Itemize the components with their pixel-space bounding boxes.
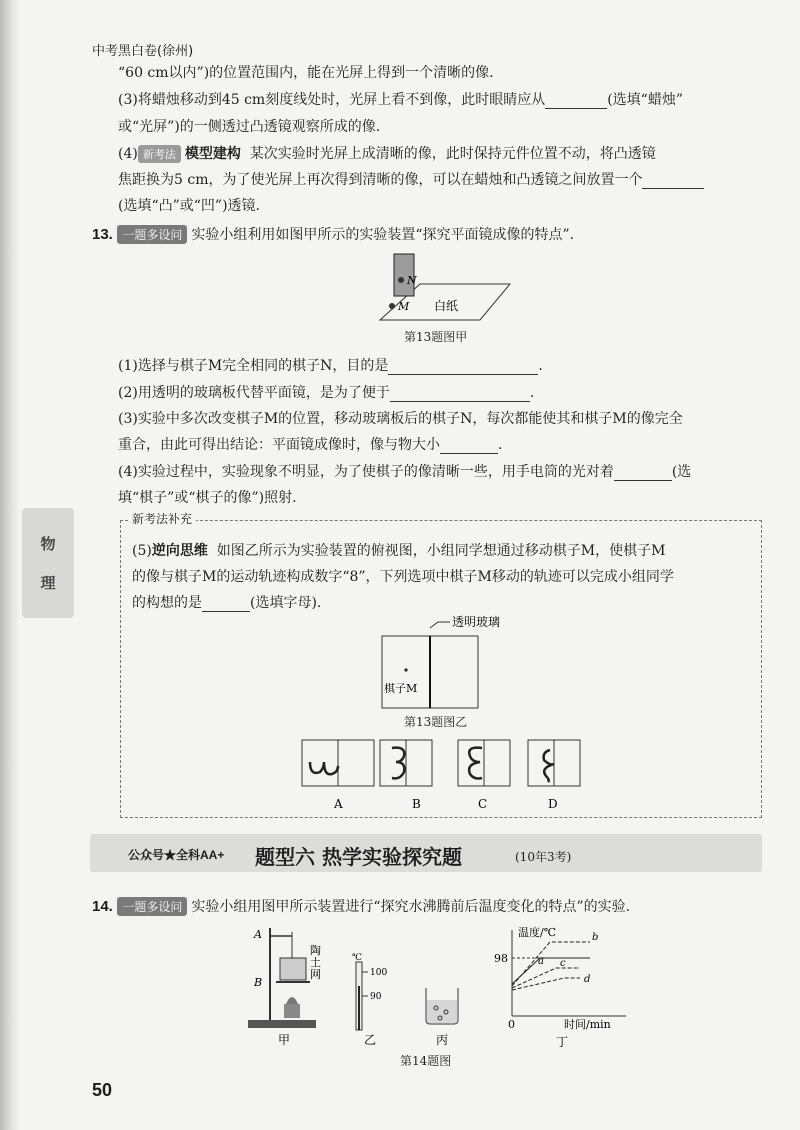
figure-13-jia — [370, 248, 520, 324]
label-unit: ℃ — [352, 953, 363, 963]
q13-part4-cont: 填“棋子”或“棋子的像”)照射. — [118, 490, 297, 506]
q13-part4: (4)实验过程中，实验现象不明显，为了使棋子的像清晰一些，用手电筒的光对着 (选 — [118, 464, 692, 480]
curve-b — [512, 942, 590, 986]
figure-14-bing — [426, 988, 458, 1047]
label-n: N — [407, 274, 417, 287]
label-net: 土 — [310, 956, 321, 969]
label-m: M — [398, 300, 410, 313]
x-axis-label: 时间/min — [564, 1018, 611, 1031]
curve-label-a: a — [538, 956, 544, 967]
option-a[interactable] — [302, 740, 374, 811]
new-method-badge: 新考法 — [138, 145, 181, 163]
figure-14-ding-graph — [494, 925, 626, 1048]
q13-part1: (1)选择与棋子M完全相同的棋子N，目的是 . — [118, 358, 543, 374]
running-header: 中考黑白卷(徐州) — [92, 44, 194, 59]
figure-14-yi — [352, 953, 387, 1047]
tick-90: 90 — [370, 992, 382, 1002]
y-axis-label: 温度/℃ — [518, 926, 557, 939]
section-title: 题型六 热学实验探究题 — [255, 845, 462, 869]
curve-a — [512, 958, 590, 984]
q12-part4-line3: (选填“凸”或“凹”)透镜. — [118, 198, 261, 214]
label-net: 陶 — [310, 944, 321, 957]
curve-label-b: b — [592, 932, 599, 943]
label-white-paper: 白纸 — [434, 299, 459, 313]
origin-label: 0 — [508, 1018, 515, 1031]
answer-blank[interactable] — [202, 597, 250, 612]
option-b[interactable] — [380, 740, 432, 811]
option-figures — [300, 738, 590, 814]
figure-caption: 第13题图甲 — [404, 330, 468, 344]
curve-d — [512, 978, 580, 990]
y-tick-98: 98 — [494, 952, 508, 965]
caption-jia: 甲 — [278, 1033, 291, 1047]
option-d-label: D — [548, 797, 558, 811]
q14-stem: 14. 一题多设问 实验小组用图甲所示装置进行“探究水沸腾前后温度变化的特点”的实验. — [92, 898, 631, 915]
q13-stem: 13. 一题多设问 实验小组利用如图甲所示的实验装置“探究平面镜成像的特点”. — [92, 226, 575, 243]
answer-blank[interactable] — [614, 466, 672, 481]
option-b-label: B — [412, 797, 421, 811]
answer-blank[interactable] — [390, 387, 530, 402]
q12-part3: (3)将蜡烛移动到45 cm刻度线处时，光屏上看不到像，此时眼睛应从 (选填“蜡烛” — [118, 92, 683, 108]
chess-piece-n — [398, 277, 404, 283]
figure-14 — [240, 924, 660, 1048]
q13-part3: (3)实验中多次改变棋子M的位置，移动玻璃板后的棋子N，每次都能使其和棋子M的像完全 — [118, 411, 683, 427]
answer-blank[interactable] — [545, 94, 607, 109]
subject-char: 物 — [40, 535, 56, 553]
q13-part5-line3: 的构想的是 (选填字母). — [132, 595, 322, 611]
multi-question-badge: 一题多设问 — [117, 897, 187, 916]
curve-c — [512, 968, 580, 988]
option-c-label: C — [478, 797, 488, 811]
q13-part3-cont: 重合，由此可得出结论：平面镜成像时，像与物大小 . — [118, 437, 503, 453]
option-a-label: A — [334, 797, 343, 811]
q13-part5-line2: 的像与棋子M的运动轨迹构成数字“8”，下列选项中棋子M移动的轨迹可以完成小组同学 — [132, 569, 674, 585]
section-subtitle: (10年3考) — [515, 850, 572, 864]
curve-label-d: d — [584, 974, 591, 985]
curve-label-c: c — [560, 958, 566, 969]
answer-blank[interactable] — [440, 439, 498, 454]
tick-100: 100 — [370, 968, 388, 978]
label-glass: 透明玻璃 — [452, 615, 501, 629]
chess-piece-dot — [404, 668, 407, 671]
answer-blank[interactable] — [388, 360, 538, 375]
section-tag: 公众号★全科AA+ — [128, 848, 225, 862]
caption-ding: 丁 — [556, 1035, 569, 1048]
subject-char: 理 — [40, 574, 56, 592]
page-number: 50 — [92, 1080, 113, 1100]
figure-14-jia — [248, 928, 321, 1047]
caption-yi: 乙 — [364, 1033, 377, 1047]
multi-question-badge: 一题多设问 — [117, 225, 187, 244]
q12-line: “60 cm以内”)的位置范围内，能在光屏上得到一个清晰的像. — [118, 65, 494, 81]
subject-tab — [22, 508, 74, 618]
q12-part4-line2: 焦距换为5 cm，为了使光屏上再次得到清晰的像，可以在蜡烛和凸透镜之间放置一个 — [118, 169, 704, 189]
q13-part5: (5)逆向思维 如图乙所示为实验装置的俯视图，小组同学想通过移动棋子M，使棋子M — [132, 543, 666, 559]
q12-part4: (4) 新考法 模型建构 某次实验时光屏上成清晰的像，此时保持元件位置不动，将凸透镜 — [118, 146, 656, 162]
book-spine — [0, 0, 20, 1130]
q13-part2: (2)用透明的玻璃板代替平面镜，是为了便于 . — [118, 385, 535, 401]
figure-caption: 第13题图乙 — [404, 715, 468, 729]
q12-part3-cont: 或“光屏”)的一侧透过凸透镜观察所成的像. — [118, 119, 381, 135]
option-c[interactable] — [458, 740, 510, 811]
chess-piece-m — [389, 303, 395, 309]
supplement-title: 新考法补充 — [128, 510, 196, 527]
label-b: B — [254, 976, 263, 989]
option-d[interactable] — [528, 740, 580, 811]
label-a: A — [254, 928, 262, 941]
caption-bing: 丙 — [436, 1033, 449, 1047]
label-net: 网 — [310, 968, 321, 981]
answer-blank[interactable] — [642, 174, 704, 189]
label-piece: 棋子M — [384, 682, 418, 695]
figure-13-yi — [370, 614, 520, 710]
figure-caption: 第14题图 — [400, 1054, 452, 1068]
